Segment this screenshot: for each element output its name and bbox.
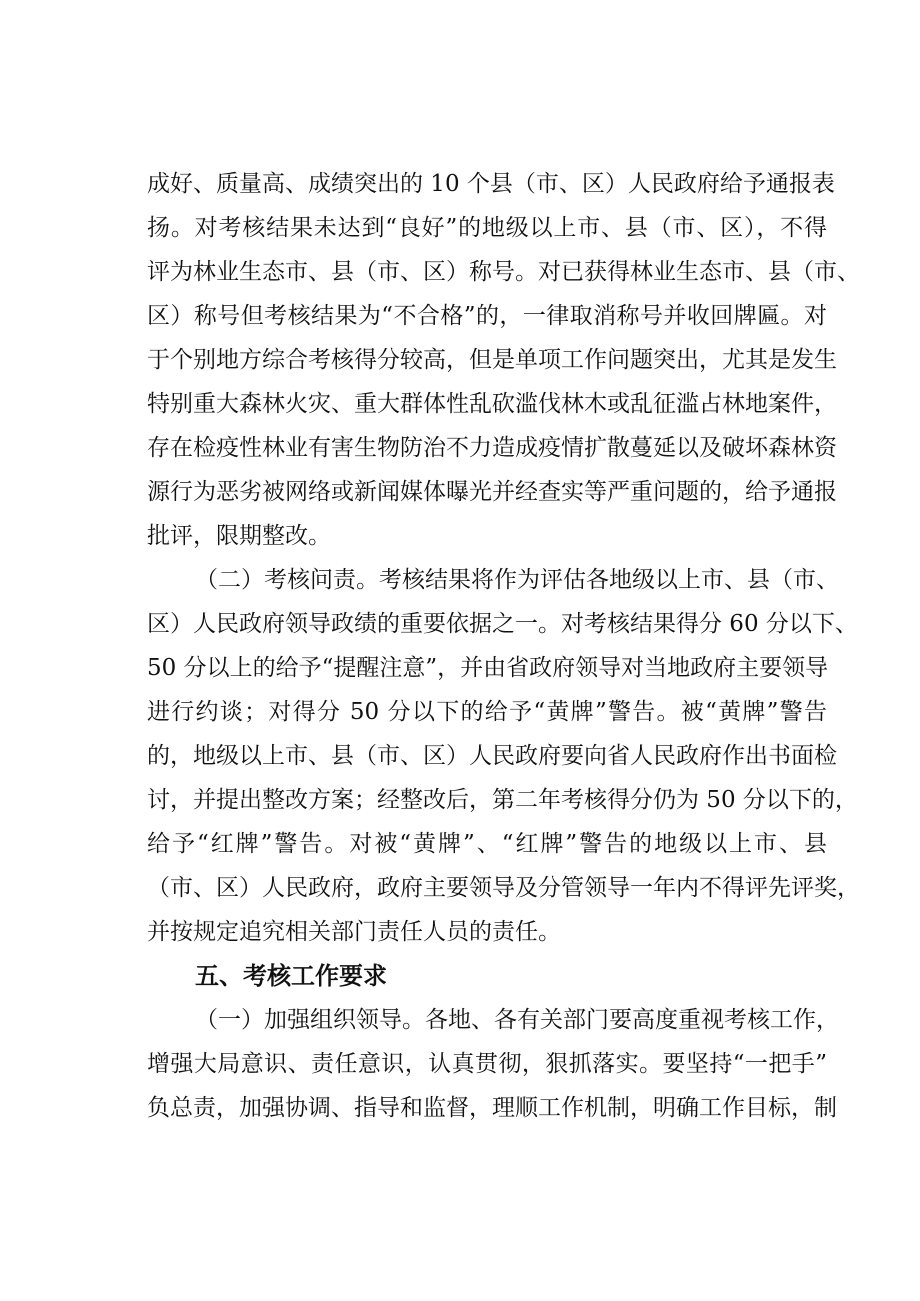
text-line: 区）人民政府领导政绩的重要依据之一。对考核结果得分 60 分以下、	[147, 611, 858, 637]
text-line: 的，地级以上市、县（市、区）人民政府要向省人民政府作出书面检	[147, 743, 837, 769]
text-line: （一）加强组织领导。各地、各有关部门要高度重视考核工作，	[195, 1007, 839, 1033]
text-line: 存在检疫性林业有害生物防治不力造成疫情扩散蔓延以及破坏森林资	[147, 435, 837, 461]
text-line: 评为林业生态市、县（市、区）称号。对已获得林业生态市、县（市、	[147, 259, 860, 285]
text-line: 给予“红牌”警告。对被“黄牌”、“红牌”警告的地级以上市、县	[147, 831, 827, 857]
text-line: 增强大局意识、责任意识，认真贯彻，狠抓落实。要坚持“一把手”	[147, 1051, 827, 1077]
text-line: （二）考核问责。考核结果将作为评估各地级以上市、县（市、	[195, 567, 839, 593]
text-line: 源行为恶劣被网络或新闻媒体曝光并经查实等严重问题的，给予通报	[147, 479, 837, 505]
text-line: 讨，并提出整改方案；经整改后，第二年考核得分仍为 50 分以下的，	[147, 787, 858, 813]
text-line: 成好、质量高、成绩突出的 10 个县（市、区）人民政府给予通报表	[147, 171, 835, 197]
text-line: 并按规定追究相关部门责任人员的责任。	[147, 919, 561, 945]
text-line: 进行约谈；对得分 50 分以下的给予“黄牌”警告。被“黄牌”警告	[147, 699, 827, 725]
text-line: 负总责，加强协调、指导和监督，理顺工作机制，明确工作目标，制	[147, 1095, 837, 1121]
text-line: 于个别地方综合考核得分较高，但是单项工作问题突出，尤其是发生	[147, 347, 837, 373]
text-line: （市、区）人民政府，政府主要领导及分管领导一年内不得评先评奖，	[147, 875, 860, 901]
text-line: 特别重大森林火灾、重大群体性乱砍滥伐林木或乱征滥占林地案件，	[147, 391, 837, 417]
section-heading: 五、考核工作要求	[195, 962, 387, 990]
text-line: 批评，限期整改。	[147, 523, 331, 549]
text-line: 50 分以上的给予“提醒注意”，并由省政府领导对当地政府主要领导	[147, 655, 829, 681]
text-line: 扬。对考核结果未达到“良好”的地级以上市、县（市、区），不得	[147, 215, 827, 241]
text-line: 区）称号但考核结果为“不合格”的，一律取消称号并收回牌匾。对	[147, 303, 827, 329]
